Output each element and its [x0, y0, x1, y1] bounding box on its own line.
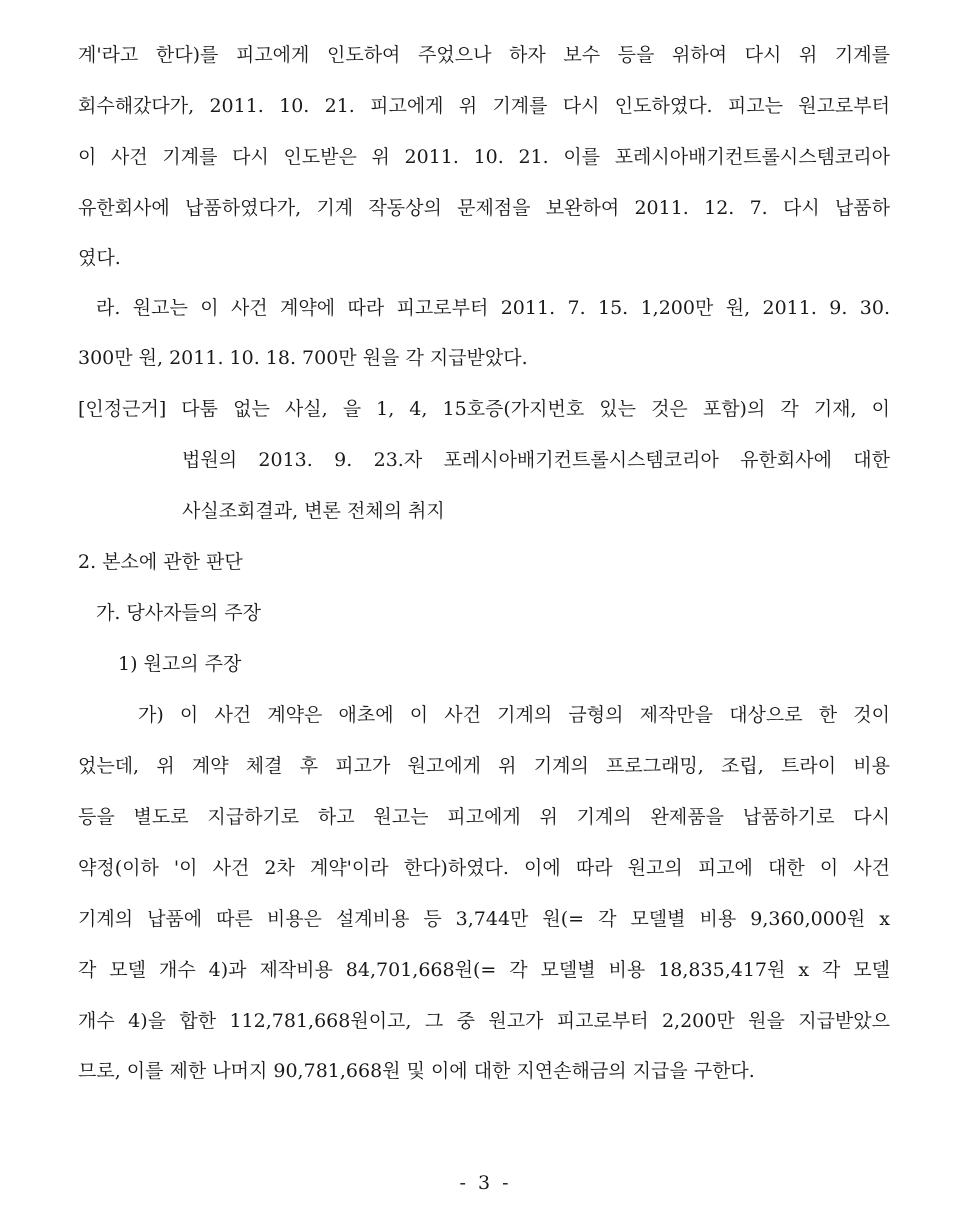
evidence-line: [인정근거] 다툼 없는 사실, 을 1, 4, 15호증(가지번호 있는 것은 포함)의 각 기재, 이 — [78, 398, 890, 420]
paragraph-line: 계'라고 한다)를 피고에게 인도하여 주었으나 하자 보수 등을 위하여 다시 위 기계를 — [78, 44, 890, 66]
paragraph-line: 므로, 이를 제한 나머지 90,781,668원 및 이에 대한 지연손해금의 지급을 구한다. — [78, 1060, 755, 1082]
paragraph-line: 라. 원고는 이 사건 계약에 따라 피고로부터 2011. 7. 15. 1,200만 원, 2011. 9. 30. — [96, 297, 890, 319]
paragraph-line: 회수해갔다가, 2011. 10. 21. 피고에게 위 기계를 다시 인도하였다. 피고는 원고로부터 — [78, 95, 890, 117]
subsection-heading: 가. 당사자들의 주장 — [96, 602, 261, 624]
paragraph-line: 가) 이 사건 계약은 애초에 이 사건 기계의 금형의 제작만을 대상으로 한 것이 — [138, 704, 890, 726]
paragraph-line: 300만 원, 2011. 10. 18. 700만 원을 각 지급받았다. — [78, 347, 528, 369]
section-heading: 2. 본소에 관한 판단 — [78, 551, 243, 573]
paragraph-line: 개수 4)을 합한 112,781,668원이고, 그 중 원고가 피고로부터 2,200만 원을 지급받았으 — [78, 1010, 890, 1032]
paragraph-line: 기계의 납품에 따른 비용은 설계비용 등 3,744만 원(= 각 모델별 비용 9,360,000원 x — [78, 908, 890, 930]
evidence-line: 법원의 2013. 9. 23.자 포레시아배기컨트롤시스템코리아 유한회사에 대한 — [182, 449, 890, 471]
paragraph-line: 약정(이하 '이 사건 2차 계약'이라 한다)하였다. 이에 따라 원고의 피고에 대한 이 사건 — [78, 857, 890, 879]
evidence-line: 사실조회결과, 변론 전체의 취지 — [182, 500, 445, 522]
paragraph-line: 등을 별도로 지급하기로 하고 원고는 피고에게 위 기계의 완제품을 납품하기로 다시 — [78, 806, 890, 828]
paragraph-line: 었는데, 위 계약 체결 후 피고가 원고에게 위 기계의 프로그래밍, 조립, 트라이 비용 — [78, 755, 890, 777]
paragraph-line: 유한회사에 납품하였다가, 기계 작동상의 문제점을 보완하여 2011. 12. 7. 다시 납품하 — [78, 197, 890, 219]
paragraph-line: 였다. — [78, 247, 121, 269]
paragraph-line: 이 사건 기계를 다시 인도받은 위 2011. 10. 21. 이를 포레시아배기컨트롤시스템코리아 — [78, 146, 890, 168]
item-heading: 1) 원고의 주장 — [118, 653, 242, 675]
paragraph-line: 각 모델 개수 4)과 제작비용 84,701,668원(= 각 모델별 비용 18,835,417원 x 각 모델 — [78, 959, 890, 981]
page-number: - 3 - — [459, 1172, 512, 1194]
